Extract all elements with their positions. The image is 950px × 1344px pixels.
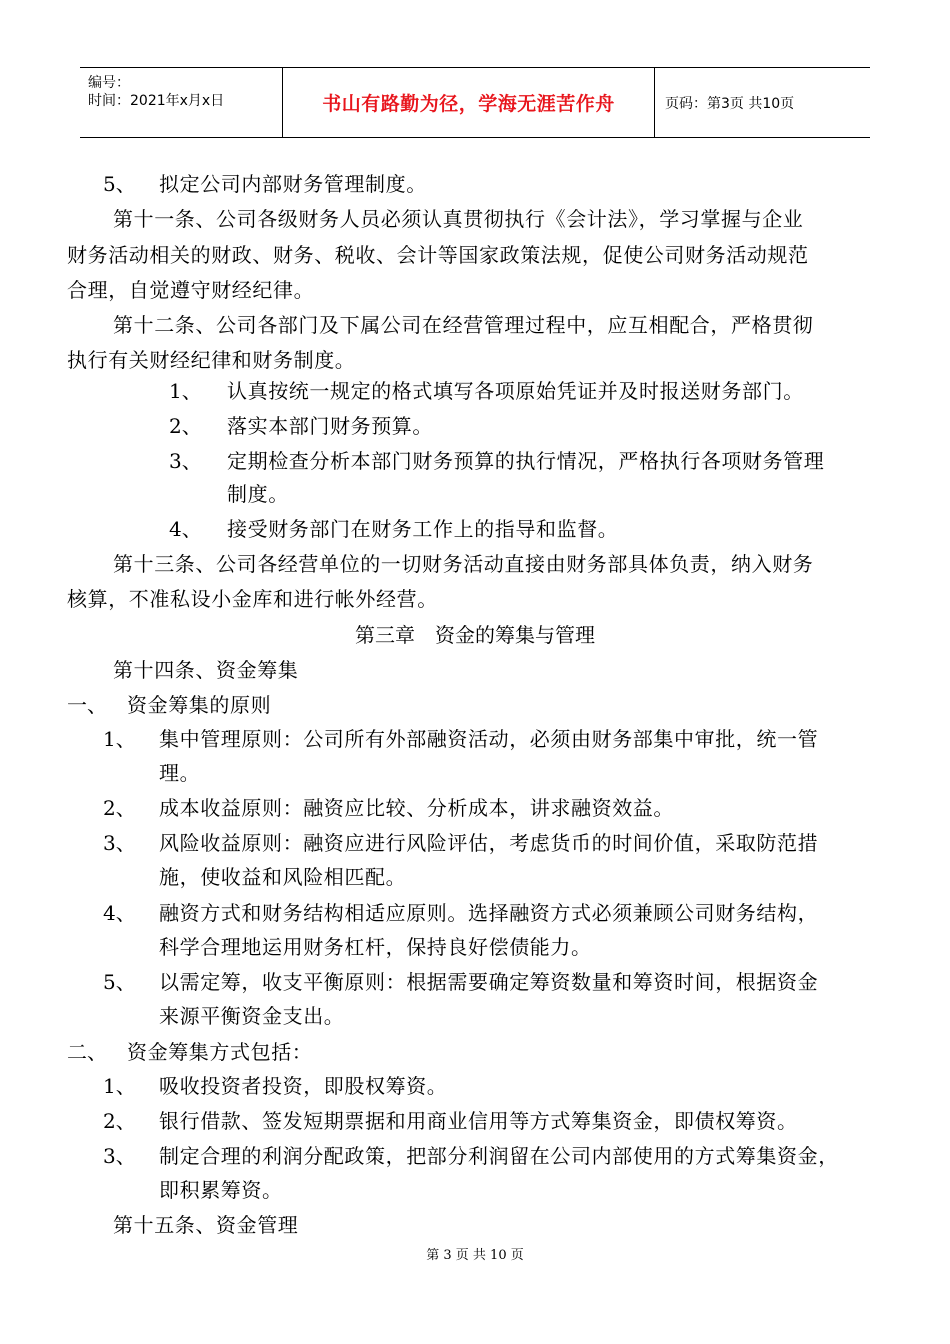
list-number: 一、 <box>67 693 107 717</box>
text-line: 第十一条、公司各级财务人员必须认真贯彻执行《会计法》，学习掌握与企业 <box>113 207 804 231</box>
text-line: 第十二条、公司各部门及下属公司在经营管理过程中，应互相配合，严格贯彻 <box>113 313 814 337</box>
text-line: 吸收投资者投资，即股权筹资。 <box>159 1074 448 1098</box>
text-line: 融资方式和财务结构相适应原则。选择融资方式必须兼顾公司财务结构， <box>159 901 819 925</box>
text-line: 资金筹集的原则 <box>127 693 272 717</box>
text-line: 拟定公司内部财务管理制度。 <box>159 172 427 196</box>
list-number: 3、 <box>169 449 202 473</box>
page-footer: 第 3 页 共 10 页 <box>426 1248 524 1263</box>
text-line: 接受财务部门在财务工作上的指导和监督。 <box>227 517 619 541</box>
list-number: 3、 <box>103 831 136 855</box>
list-number: 4、 <box>103 901 136 925</box>
list-number: 2、 <box>169 414 202 438</box>
text-line: 第十四条、资金筹集 <box>113 658 299 682</box>
page-header <box>80 67 870 138</box>
text-line: 以需定筹，收支平衡原则：根据需要确定筹资数量和筹资时间，根据资金 <box>159 970 819 994</box>
text-line: 核算，不准私设小金库和进行帐外经营。 <box>67 587 438 611</box>
text-line: 银行借款、签发短期票据和用商业信用等方式筹集资金，即债权筹资。 <box>159 1109 798 1133</box>
header-page-number: 页码：第3页 共10页 <box>665 95 795 112</box>
list-number: 5、 <box>103 970 136 994</box>
text-line: 来源平衡资金支出。 <box>159 1004 345 1028</box>
chapter-heading: 第三章 资金的筹集与管理 <box>355 623 595 647</box>
text-line: 资金筹集方式包括： <box>127 1040 313 1064</box>
list-number: 1、 <box>169 379 202 403</box>
text-line: 施，使收益和风险相匹配。 <box>159 865 407 889</box>
list-number: 5、 <box>103 172 136 196</box>
text-line: 合理，自觉遵守财经纪律。 <box>67 278 315 302</box>
list-number: 1、 <box>103 727 136 751</box>
text-line: 执行有关财经纪律和财务制度。 <box>67 348 356 372</box>
list-number: 1、 <box>103 1074 136 1098</box>
text-line: 第十三条、公司各经营单位的一切财务活动直接由财务部具体负责，纳入财务 <box>113 552 814 576</box>
document-date-label: 时间：2021年x月x日 <box>88 93 225 109</box>
text-line: 科学合理地运用财务杠杆，保持良好偿债能力。 <box>159 935 592 959</box>
text-line: 成本收益原则：融资应比较、分析成本，讲求融资效益。 <box>159 796 674 820</box>
text-line: 财务活动相关的财政、财务、税收、会计等国家政策法规，促使公司财务活动规范 <box>67 243 809 267</box>
text-line: 认真按统一规定的格式填写各项原始凭证并及时报送财务部门。 <box>227 379 804 403</box>
list-number: 2、 <box>103 796 136 820</box>
header-motto-cell <box>283 68 655 137</box>
header-motto: 书山有路勤为径，学海无涯苦作舟 <box>322 93 615 115</box>
text-line: 集中管理原则：公司所有外部融资活动，必须由财务部集中审批，统一管 <box>159 727 819 751</box>
list-number: 4、 <box>169 517 202 541</box>
document-code-label: 编号： <box>88 75 130 91</box>
header-page-cell <box>655 68 870 137</box>
text-line: 即积累筹资。 <box>159 1178 283 1202</box>
text-line: 落实本部门财务预算。 <box>227 414 433 438</box>
text-line: 理。 <box>159 761 201 785</box>
text-line: 制定合理的利润分配政策，把部分利润留在公司内部使用的方式筹集资金， <box>159 1144 839 1168</box>
header-meta <box>80 68 283 137</box>
text-line: 定期检查分析本部门财务预算的执行情况，严格执行各项财务管理 <box>227 449 825 473</box>
list-number: 二、 <box>67 1040 107 1064</box>
list-number: 3、 <box>103 1144 136 1168</box>
text-line: 制度。 <box>227 482 289 506</box>
list-number: 2、 <box>103 1109 136 1133</box>
text-line: 风险收益原则：融资应进行风险评估，考虑货币的时间价值，采取防范措 <box>159 831 819 855</box>
text-line: 第十五条、资金管理 <box>113 1213 299 1237</box>
